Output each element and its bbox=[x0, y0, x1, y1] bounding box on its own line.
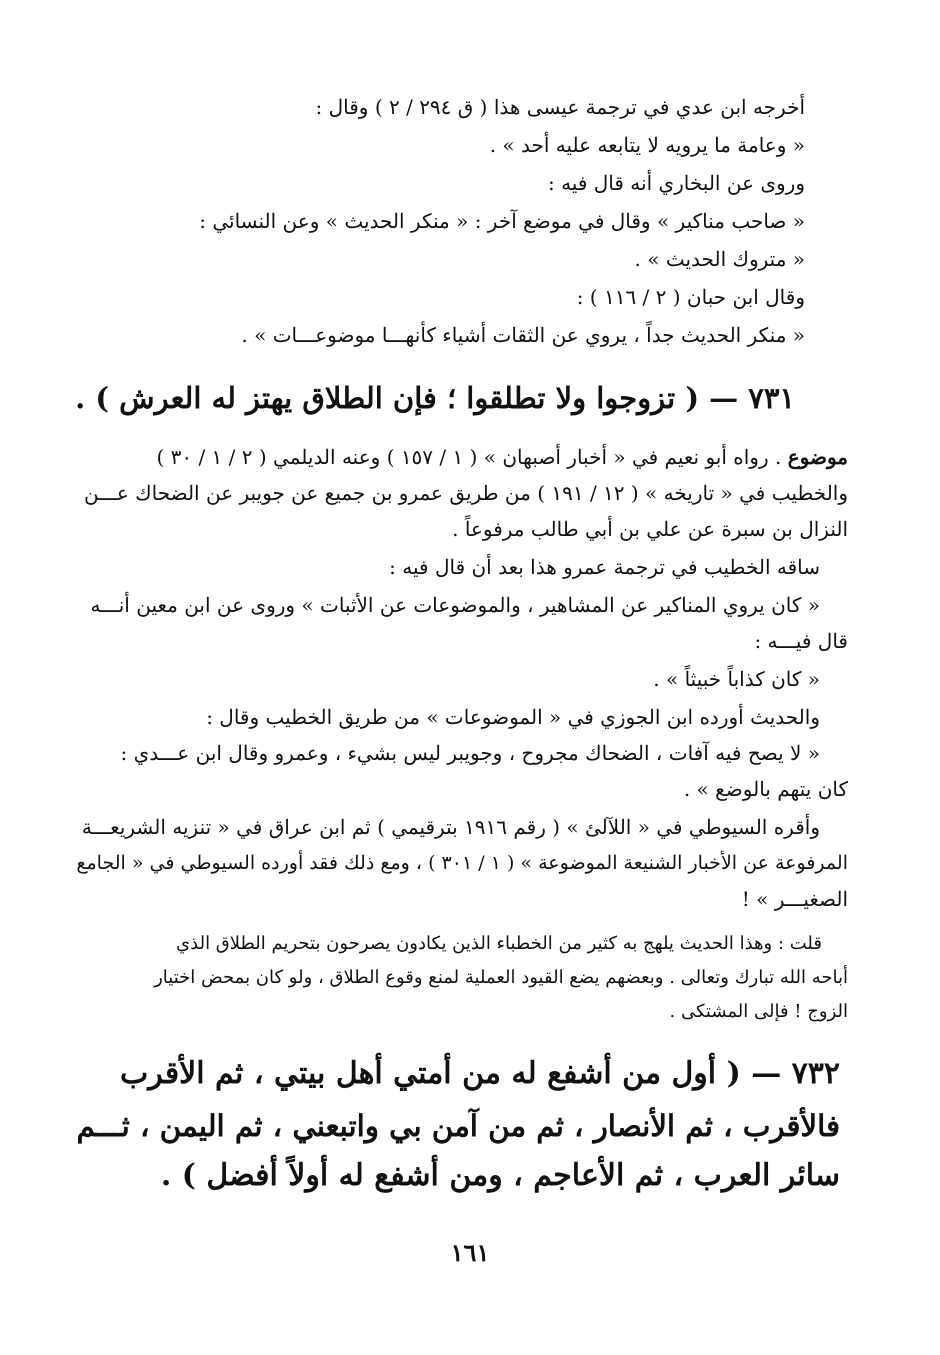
verdict-label: موضوع bbox=[787, 445, 848, 469]
note-line: قلت : وهذا الحديث يلهج به كثير من الخطباء الذين يكادون يصرحون بتحريم الطلاق الذي bbox=[176, 933, 822, 954]
text-line: ساقه الخطيب في ترجمة عمرو هذا بعد أن قال فيه : bbox=[389, 555, 820, 579]
text-line: قال فيـــه : bbox=[754, 629, 848, 653]
text-line-with-verdict bbox=[156, 442, 848, 472]
text-line: « منكر الحديث جداً ، يروي عن الثقات أشياء كأنهـــا موضوعـــات » . bbox=[241, 323, 805, 347]
text-line: الصغيـــر » ! bbox=[741, 887, 848, 911]
text-line: « لا يصح فيه آفات ، الضحاك مجروح ، وجويبر ليس بشيء ، وعمرو وقال ابن عـــدي : bbox=[120, 741, 820, 765]
text-line: وقال ابن حبان ( ٢ / ١١٦ ) : bbox=[576, 285, 805, 309]
hadith-heading-line: سائر العرب ، ثم الأعاجم ، ومن أشفع له أولاً أفضل ) . bbox=[160, 1158, 840, 1193]
text-line: . رواه أبو نعيم في « أخبار أصبهان » ( ١ / ١٥٧ ) وعنه الديلمي ( ٢ / ١ / ٣٠ ) bbox=[156, 445, 782, 469]
note-line: أباحه الله تبارك وتعالى . وبعضهم يضع القيود العملية لمنع وقوع الطلاق ، ولو كان بمحض اختيار bbox=[154, 967, 848, 988]
hadith-heading: ٧٣١ — ( تزوجوا ولا تطلقوا ؛ فإن الطلاق يهتز له العرش ) . bbox=[75, 381, 795, 415]
hadith-heading-line: فالأقرب ، ثم الأنصار ، ثم من آمن بي واتبعني ، ثم اليمن ، ثـــم bbox=[76, 1109, 840, 1143]
text-line: « كان كذاباً خبيثاً » . bbox=[653, 667, 820, 691]
text-line: « متروك الحديث » . bbox=[634, 247, 805, 271]
text-line: « صاحب مناكير » وقال في موضع آخر : « منكر الحديث » وعن النسائي : bbox=[199, 209, 805, 233]
text-line: النزال بن سبرة عن علي بن أبي طالب مرفوعاً . bbox=[452, 517, 848, 541]
text-line: وأقره السيوطي في « اللآلئ » ( رقم ١٩١٦ بترقيمي ) ثم ابن عراق في « تنزيه الشريعـــة bbox=[81, 815, 820, 839]
text-line: والحديث أورده ابن الجوزي في « الموضوعات » من طريق الخطيب وقال : bbox=[206, 705, 820, 729]
text-line: والخطيب في « تاريخه » ( ١٢ / ١٩١ ) من طريق عمرو بن جميع عن جويبر عن الضحاك عـــن bbox=[84, 481, 848, 505]
text-line: « وعامة ما يرويه لا يتابعه عليه أحد » . bbox=[489, 133, 805, 157]
text-line: كان يتهم بالوضع » . bbox=[683, 777, 848, 801]
note-line: الزوج ! فإلى المشتكى . bbox=[669, 1001, 848, 1022]
text-line: أخرجه ابن عدي في ترجمة عيسى هذا ( ق ٢٩٤ / ٢ ) وقال : bbox=[315, 95, 805, 119]
page-number: ١٦١ bbox=[450, 1238, 490, 1267]
hadith-heading-line: ٧٣٢ — ( أول من أشفع له من أمتي أهل بيتي ، ثم الأقرب bbox=[120, 1056, 840, 1091]
text-line: المرفوعة عن الأخبار الشنيعة الموضوعة » ( ١ / ٣٠١ ) ، ومع ذلك فقد أورده السيوطي في « الجامع bbox=[76, 852, 848, 874]
text-line: وروى عن البخاري أنه قال فيه : bbox=[547, 171, 805, 195]
text-line: « كان يروي المناكير عن المشاهير ، والموضوعات عن الأثبات » وروى عن ابن معين أنـــه bbox=[90, 593, 820, 617]
